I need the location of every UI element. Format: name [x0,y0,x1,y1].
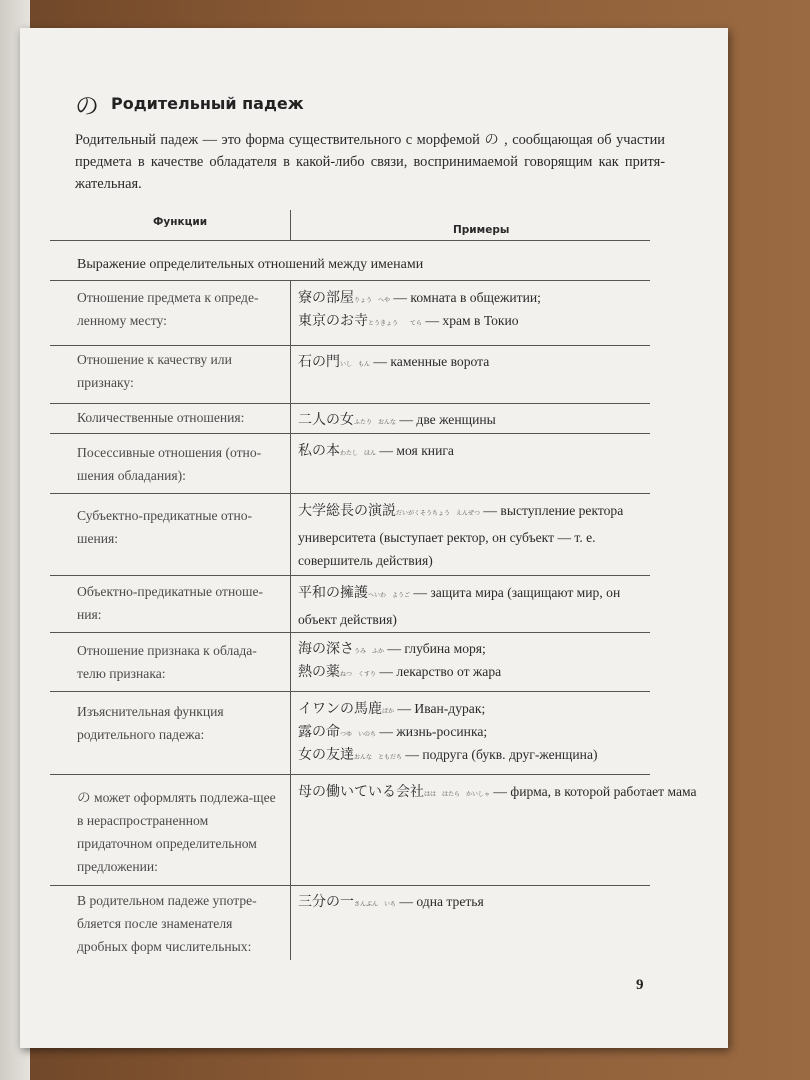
book-page [20,28,728,1048]
example-japanese: 平和の擁護 [298,585,368,601]
table-header-rule [50,240,650,241]
example-line [298,637,658,660]
no-particle-icon: の [75,91,99,120]
functions-header: Функции [153,216,208,228]
intro-paragraph: Родительный падеж — это форма существительного с морфемой の , сообщающая об участии предмета в качестве обладателя в какой-либо связи, воспринимаемой говорящим как притя-жательная. [75,132,665,192]
example-japanese: 私の本 [298,443,340,459]
table-row-function: Объектно-предикатные отноше-ния: [77,584,264,622]
example-translation: — выступление ректора университета (выступает ректор, он субъект — т. е. совершитель действия) [298,503,624,568]
example-line [298,350,658,373]
example-line [298,697,658,720]
example-japanese: 石の門 [298,354,340,370]
example-translation: — глубина моря; [384,641,486,656]
examples-header: Примеры [453,224,510,236]
example-line [298,581,658,631]
example-line [298,890,658,913]
table-row-function: Отношение предмета к опреде-ленному месту: [77,290,259,328]
row-rule [50,433,650,434]
example-translation: — жизнь-росинка; [376,724,488,739]
table-row-function: の может оформлять подлежа-щее в нераспространенном придаточном определительном предложении: [77,790,276,874]
table-row-function: Изъяснительная функция родительного падежа: [77,704,224,742]
table-row-examples [298,346,658,373]
example-japanese: イワンの馬鹿 [298,701,382,717]
row-rule [50,691,650,692]
example-japanese: 海の深さ [298,641,354,657]
table-row-examples [298,577,658,631]
example-line [298,309,658,332]
table-row-examples [298,435,658,462]
table-row-function: Посессивные отношения (отно-шения обладания): [77,445,262,483]
page-number: 9 [636,977,644,993]
example-japanese: 三分の一 [298,894,354,910]
example-furigana: おんな ともだち [354,755,403,761]
table-row-function: В родительном падеже употре-бляется после знаменателя дробных форм числительных: [77,893,257,954]
table-row-function: Количественные отношения: [77,410,245,425]
example-line [298,743,658,766]
example-furigana: わたし ほん [340,451,377,457]
example-line [298,660,658,683]
example-translation: — одна третья [396,894,484,909]
example-furigana: ばか [382,709,395,715]
example-line [298,286,658,309]
row-rule [50,575,650,576]
example-translation: — Иван-дурак; [394,701,486,716]
table-row-examples [298,495,658,572]
table-row-examples [298,776,697,803]
example-line [298,720,658,743]
table-row-examples [298,404,658,431]
example-japanese: 二人の女 [298,412,354,428]
table-row-examples [298,693,658,766]
header-divider [290,210,291,240]
example-translation: — моя книга [376,443,454,458]
table-row-function: Субъектно-предикатные отно-шения: [77,508,253,546]
row-rule [50,774,650,775]
section-heading [75,88,304,118]
example-furigana: だいがくそうちょう えんぜつ [396,511,481,517]
example-furigana: へいわ ようご [368,593,411,599]
example-japanese: 寮の部屋 [298,290,354,306]
example-line [298,780,697,803]
example-translation: — две женщины [396,412,496,427]
example-translation: — лекарство от жара [376,664,502,679]
table-row-examples [298,282,658,332]
example-japanese: 女の友達 [298,747,354,763]
example-translation: — комната в общежитии; [390,290,541,305]
example-furigana: はは はたら かいしゃ [424,792,491,798]
example-furigana: さんぶん いち [354,902,397,908]
table-row-function: Отношение признака к облада-телю признака: [77,643,257,681]
row-rule [50,280,650,281]
row-rule [50,493,650,494]
example-line [298,499,658,572]
example-translation: — каменные ворота [370,354,490,369]
example-japanese: 母の働いている会社 [298,784,424,800]
table-row-function: Отношение к качеству или признаку: [77,352,232,390]
example-translation: — фирма, в которой работает мама [490,784,697,799]
example-furigana: ふたり おんな [354,420,397,426]
example-furigana: つゆ いのち [340,732,377,738]
column-divider [290,280,291,960]
example-furigana: ねつ くすり [340,672,377,678]
table-row-examples [298,633,658,683]
table-section-row: Выражение определительных отношений между именами [77,257,424,272]
example-translation: — подруга (букв. друг-женщина) [402,747,598,762]
example-furigana: うみ ふか [354,649,385,655]
example-japanese: 露の命 [298,724,340,740]
example-translation: — защита мира (защищают мир, он объект действия) [298,585,621,627]
example-furigana: りょう へや [354,298,391,304]
example-line [298,439,658,462]
example-furigana: とうきょう てら [368,321,423,327]
table-row-examples [298,886,658,913]
example-japanese: 東京のお寺 [298,313,368,329]
example-translation: — храм в Токио [422,313,519,328]
example-line [298,408,658,431]
example-japanese: 大学総長の演説 [298,503,396,519]
example-furigana: いし もん [340,362,371,368]
section-title: Родительный падеж [111,93,304,113]
example-japanese: 熱の薬 [298,664,340,680]
